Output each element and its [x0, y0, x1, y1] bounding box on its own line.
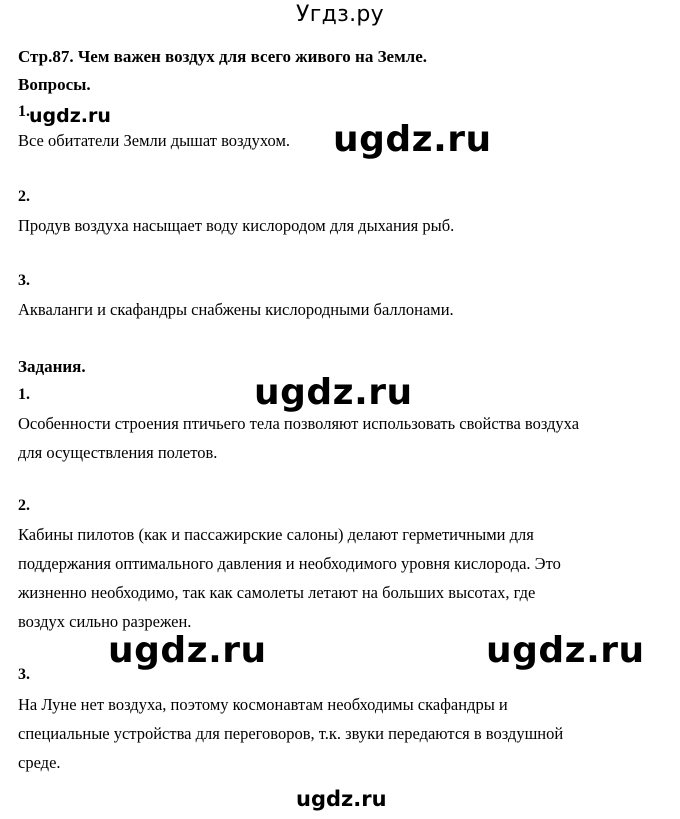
question-3-answer: Акваланги и скафандры снабжены кислородными баллонами. [18, 300, 454, 319]
page-heading: Стр.87. Чем важен воздух для всего живого на Земле. [18, 47, 428, 66]
task-2-number: 2. [18, 497, 30, 514]
task-3-answer-line-2: специальные устройства для переговоров, т.к. звуки передаются в воздушной [18, 724, 564, 743]
task-2-answer-line-1: Кабины пилотов (как и пассажирские салоны) делают герметичными для [18, 525, 534, 544]
task-3-answer-line-3: среде. [18, 753, 61, 772]
watermark-footer: ugdz.ru [296, 787, 387, 811]
task-3-number: 3. [18, 666, 30, 683]
task-1-answer-line-1: Особенности строения птичьего тела позволяют использовать свойства воздуха [18, 414, 580, 433]
watermark-top: ugdz.ru [333, 119, 492, 160]
watermark-small: ugdz.ru [29, 105, 111, 127]
site-title: Угдз.ру [296, 2, 384, 27]
question-1-number: 1. [18, 103, 30, 120]
tasks-heading: Задания. [18, 357, 86, 376]
question-3-number: 3. [18, 272, 30, 289]
watermark-bottom-left: ugdz.ru [108, 630, 267, 671]
watermark-bottom-right: ugdz.ru [486, 630, 645, 671]
question-2-number: 2. [18, 188, 30, 205]
task-1-answer-line-2: для осуществления полетов. [18, 443, 218, 462]
task-1-number: 1. [18, 386, 30, 403]
question-2-answer: Продув воздуха насыщает воду кислородом для дыхания рыб. [18, 216, 455, 235]
task-2-answer-line-3: жизненно необходимо, так как самолеты летают на больших высотах, где [18, 583, 536, 602]
task-2-answer-line-4: воздух сильно разрежен. [18, 612, 192, 631]
questions-heading: Вопросы. [18, 75, 91, 94]
task-2-answer-line-2: поддержания оптимального давления и необходимого уровня кислорода. Это [18, 554, 561, 573]
task-3-answer-line-1: На Луне нет воздуха, поэтому космонавтам необходимы скафандры и [18, 695, 508, 714]
question-1-answer: Все обитатели Земли дышат воздухом. [18, 131, 291, 150]
watermark-middle: ugdz.ru [254, 372, 413, 413]
